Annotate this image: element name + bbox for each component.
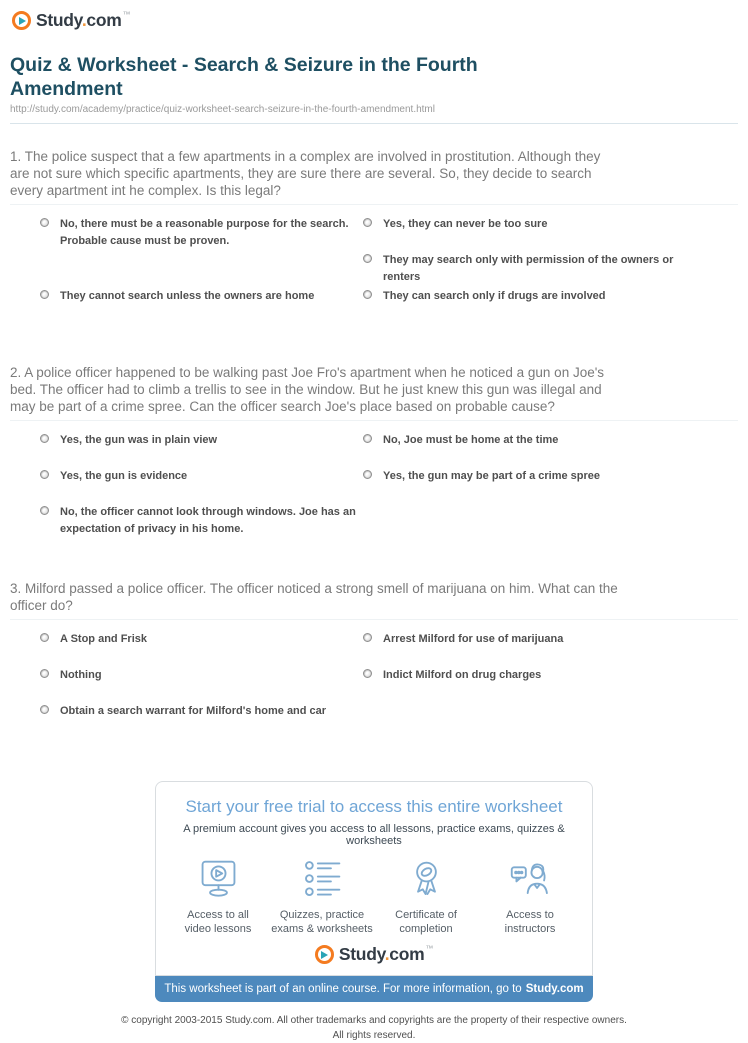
answer-option-label: Yes, the gun is evidence [60, 470, 188, 482]
answer-option-label: No, there must be a reasonable purpose for the search. Probable cause must be proven. [60, 218, 349, 247]
logo-com: com [86, 10, 122, 30]
feature-video-lessons [166, 857, 270, 936]
trademark-mark: ™ [122, 10, 131, 19]
answer-option-label: They cannot search unless the owners are home [60, 290, 315, 302]
banner-text: This worksheet is part of an online course. For more information, go to [164, 983, 522, 995]
answer-option-label: A Stop and Frisk [60, 633, 147, 645]
cta-heading: Start your free trial to access this entire worksheet [185, 797, 563, 816]
answer-option [363, 252, 738, 288]
copyright-line-1: © copyright 2003-2015 Study.com. All other trademarks and copyrights are the property of their respective owners. [121, 1015, 627, 1026]
feature-label: Access to all video lessons [184, 909, 252, 935]
feature-label: Certificate of completion [395, 909, 457, 935]
question-text: 1. The police suspect that a few apartments in a complex are involved in prostitution. Although they are not sure which specific apartments, they are sure there are several. So, they decide to search every apartment int he complex. Is this legal? [10, 149, 601, 198]
radio-button[interactable] [363, 669, 372, 678]
answer-option [40, 703, 363, 739]
answer-option [363, 288, 738, 324]
logo-text [36, 10, 130, 31]
copyright-notice [10, 1013, 738, 1043]
question-divider [10, 619, 738, 620]
radio-button[interactable] [40, 705, 49, 714]
question-1 [10, 148, 738, 324]
certificate-icon [404, 857, 449, 902]
quizzes-worksheets-icon [300, 857, 345, 902]
free-trial-cta [155, 781, 593, 1002]
answer-option [363, 432, 738, 468]
answer-option-label: Indict Milford on drug charges [383, 669, 542, 681]
radio-button[interactable] [40, 669, 49, 678]
answer-option-label: They may search only with permission of the owners or renters [383, 254, 674, 283]
radio-button[interactable] [40, 218, 49, 227]
answer-option [40, 504, 363, 540]
answer-option [40, 468, 363, 504]
question-divider [10, 204, 738, 205]
trademark-mark: ™ [425, 944, 434, 953]
answer-options [40, 631, 738, 739]
answer-option [363, 631, 738, 667]
studycom-logo-footer [315, 944, 433, 965]
answer-option-label: Yes, the gun was in plain view [60, 434, 218, 446]
answer-option-label: Yes, the gun may be part of a crime spree [383, 470, 601, 482]
play-icon [315, 945, 334, 964]
feature-instructors [478, 857, 582, 936]
studycom-logo [12, 10, 130, 31]
play-icon [12, 11, 31, 30]
answer-option [40, 216, 363, 252]
logo-text [339, 944, 433, 965]
question-text: 3. Milford passed a police officer. The officer noticed a strong smell of marijuana on him. What can the officer do? [10, 581, 618, 613]
answer-option-label: Nothing [60, 669, 102, 681]
logo-study: Study [338, 944, 385, 964]
answer-option-label: No, the officer cannot look through windows. Joe has an expectation of privacy in his home. [60, 506, 356, 535]
answer-option-label: They can search only if drugs are involved [383, 290, 606, 302]
copyright-line-2: All rights reserved. [332, 1030, 416, 1041]
page-title: Quiz & Worksheet - Search & Seizure in the Fourth Amendment [10, 54, 478, 100]
radio-button[interactable] [40, 633, 49, 642]
feature-list [166, 857, 582, 936]
question-3 [10, 580, 738, 739]
radio-button[interactable] [40, 434, 49, 443]
radio-button[interactable] [363, 254, 372, 263]
answer-option [40, 667, 363, 703]
logo-dot: . [384, 944, 390, 964]
answer-option [40, 432, 363, 468]
video-lessons-icon [196, 857, 241, 902]
feature-label: Quizzes, practice exams & worksheets [271, 909, 373, 935]
question-divider [10, 420, 738, 421]
answer-option [40, 631, 363, 667]
logo-com: com [389, 944, 425, 964]
answer-option-label: No, Joe must be home at the time [383, 434, 559, 446]
answer-option [363, 216, 738, 252]
answer-option [40, 288, 363, 324]
question-2 [10, 364, 738, 540]
instructors-icon [508, 857, 553, 902]
answer-options [40, 216, 738, 324]
answer-options [40, 432, 738, 540]
radio-button[interactable] [363, 434, 372, 443]
radio-button[interactable] [363, 470, 372, 479]
radio-button[interactable] [363, 633, 372, 642]
radio-button[interactable] [40, 290, 49, 299]
feature-quizzes [270, 857, 374, 936]
cta-subheading: A premium account gives you access to all lessons, practice exams, quizzes & worksheets [183, 823, 565, 847]
logo-dot: . [81, 10, 87, 30]
feature-label: Access to instructors [504, 909, 556, 935]
question-text: 2. A police officer happened to be walking past Joe Fro's apartment when he noticed a gun on Joe's bed. The officer had to climb a trellis to see in the window. But he just knew this gun was illegal and may be part of a crime spree. Can the officer search Joe's place based on probable cause? [10, 365, 605, 414]
radio-button[interactable] [363, 290, 372, 299]
answer-option-label: Yes, they can never be too sure [383, 218, 548, 230]
course-info-banner [155, 976, 593, 1002]
radio-button[interactable] [40, 470, 49, 479]
page-url: http://study.com/academy/practice/quiz-worksheet-search-seizure-in-the-fourth-amendment.html [10, 104, 435, 115]
answer-option-label: Obtain a search warrant for Milford's home and car [60, 705, 327, 717]
cta-box [155, 781, 593, 976]
radio-button[interactable] [363, 218, 372, 227]
answer-option [363, 667, 738, 703]
answer-option-label: Arrest Milford for use of marijuana [383, 633, 564, 645]
feature-certificate [374, 857, 478, 936]
radio-button[interactable] [40, 506, 49, 515]
banner-studycom-link[interactable]: Study.com [525, 983, 584, 995]
logo-study: Study [36, 10, 82, 30]
answer-option [363, 468, 738, 504]
header-divider [10, 123, 738, 124]
